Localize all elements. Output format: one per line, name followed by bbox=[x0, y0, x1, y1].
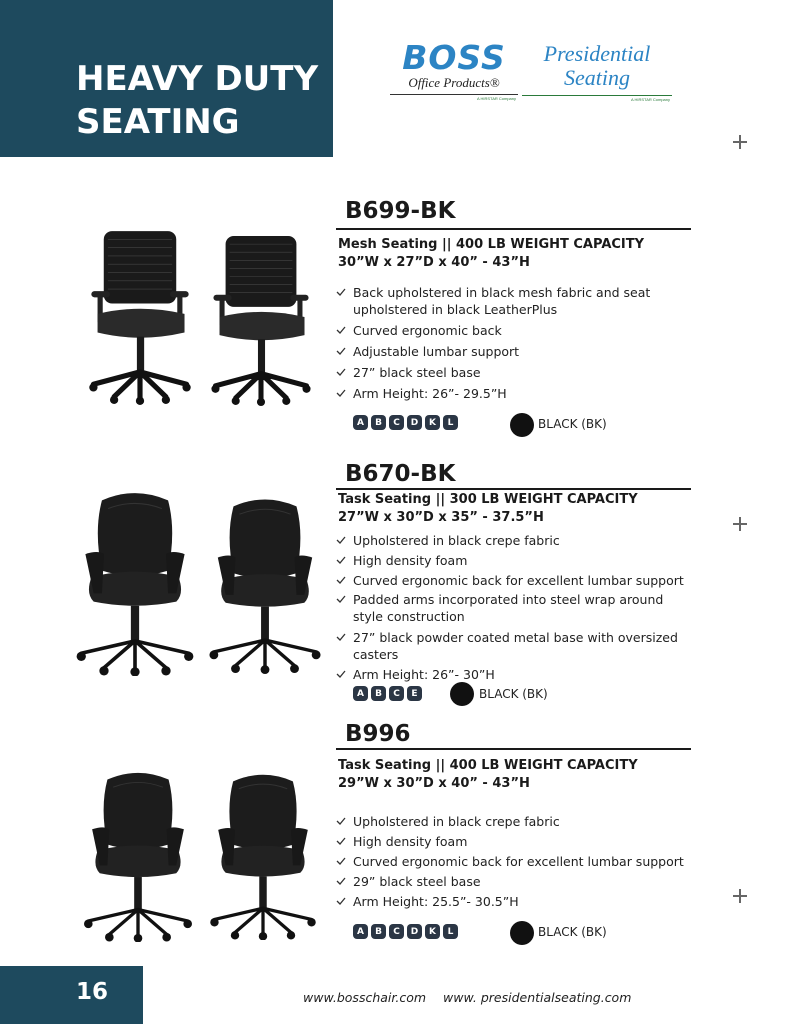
check-icon bbox=[336, 288, 346, 296]
footer-banner bbox=[0, 966, 143, 1024]
color-label: BLACK (BK) bbox=[538, 417, 607, 431]
crop-mark-icon bbox=[733, 135, 747, 149]
b699-chair-angle-image bbox=[202, 234, 320, 406]
page-title bbox=[76, 58, 318, 144]
product-subtitle bbox=[338, 757, 638, 793]
product-dimensions: 29”W x 30”D x 40” - 43”H bbox=[338, 776, 530, 791]
product-capacity: Task Seating || 400 LB WEIGHT CAPACITY bbox=[338, 758, 638, 773]
feature-list bbox=[336, 284, 681, 402]
footer-url-presidential[interactable]: www. presidentialseating.com bbox=[443, 990, 632, 1005]
boss-logo-sub: Office Products® bbox=[408, 75, 500, 90]
b670-chair-front-image bbox=[73, 490, 197, 676]
option-code-badge: A bbox=[353, 415, 368, 430]
product-divider bbox=[336, 488, 691, 490]
feature-item: High density foam bbox=[336, 552, 686, 569]
presidential-logo-tag: A HIRSTAR Company bbox=[630, 97, 670, 102]
check-icon bbox=[336, 556, 346, 564]
product-capacity: Mesh Seating || 400 LB WEIGHT CAPACITY bbox=[338, 237, 645, 252]
boss-logo-word: BOSS bbox=[402, 38, 506, 77]
b699-chair-front-image bbox=[80, 229, 200, 405]
boss-logo-tag: A HIRSTAR Company bbox=[476, 96, 516, 101]
product-divider bbox=[336, 748, 691, 750]
product-model: B670-BK bbox=[345, 461, 456, 487]
option-code-badge: C bbox=[389, 686, 404, 701]
feature-item: Curved ergonomic back for excellent lumbar support bbox=[336, 572, 686, 589]
option-code-badge: L bbox=[443, 415, 458, 430]
option-code-badge: C bbox=[389, 924, 404, 939]
presidential-logo-rule bbox=[522, 95, 672, 96]
b670-chair-angle-image bbox=[206, 496, 324, 674]
check-icon bbox=[336, 857, 346, 865]
boss-logo bbox=[390, 40, 518, 102]
feature-item: Arm Height: 26”- 30”H bbox=[336, 666, 686, 683]
page-title-line2: SEATING bbox=[76, 102, 240, 142]
color-label: BLACK (BK) bbox=[479, 687, 548, 701]
feature-item: High density foam bbox=[336, 833, 686, 850]
feature-item: 27” black powder coated metal base with oversized casters bbox=[336, 629, 686, 663]
option-code-badge: C bbox=[389, 415, 404, 430]
check-icon bbox=[336, 877, 346, 885]
check-icon bbox=[336, 536, 346, 544]
presidential-logo-line2: Seating bbox=[564, 65, 630, 90]
color-swatch bbox=[450, 682, 474, 706]
b996-chair-angle-image bbox=[204, 772, 322, 940]
option-codes bbox=[353, 924, 458, 939]
check-icon bbox=[336, 368, 346, 376]
feature-item: Curved ergonomic back for excellent lumbar support bbox=[336, 853, 686, 870]
b996-chair-front-image bbox=[78, 770, 198, 942]
feature-item: Adjustable lumbar support bbox=[336, 343, 681, 360]
option-code-badge: B bbox=[371, 686, 386, 701]
check-icon bbox=[336, 389, 346, 397]
option-code-badge: D bbox=[407, 415, 422, 430]
product-model: B996 bbox=[345, 721, 411, 747]
check-icon bbox=[336, 347, 346, 355]
color-label: BLACK (BK) bbox=[538, 925, 607, 939]
feature-list bbox=[336, 813, 686, 910]
presidential-logo-line1: Presidential bbox=[543, 41, 651, 66]
product-subtitle bbox=[338, 236, 644, 272]
check-icon bbox=[336, 576, 346, 584]
check-icon bbox=[336, 897, 346, 905]
feature-item: Arm Height: 26”- 29.5”H bbox=[336, 385, 681, 402]
product-capacity: Task Seating || 300 LB WEIGHT CAPACITY bbox=[338, 492, 638, 507]
product-divider bbox=[336, 228, 691, 230]
feature-item: Curved ergonomic back bbox=[336, 322, 681, 339]
crop-mark-icon bbox=[733, 517, 747, 531]
check-icon bbox=[336, 670, 346, 678]
feature-item: Arm Height: 25.5”- 30.5”H bbox=[336, 893, 686, 910]
option-code-badge: K bbox=[425, 415, 440, 430]
feature-item: Upholstered in black crepe fabric bbox=[336, 813, 686, 830]
option-code-badge: E bbox=[407, 686, 422, 701]
crop-mark-icon bbox=[733, 889, 747, 903]
option-code-badge: A bbox=[353, 686, 368, 701]
color-swatch bbox=[510, 921, 534, 945]
option-code-badge: L bbox=[443, 924, 458, 939]
page-number: 16 bbox=[76, 979, 109, 1005]
check-icon bbox=[336, 837, 346, 845]
feature-list bbox=[336, 532, 686, 683]
check-icon bbox=[336, 633, 346, 641]
option-code-badge: B bbox=[371, 415, 386, 430]
presidential-logo bbox=[522, 42, 672, 104]
option-codes bbox=[353, 686, 422, 701]
feature-item: 29” black steel base bbox=[336, 873, 686, 890]
check-icon bbox=[336, 817, 346, 825]
option-code-badge: K bbox=[425, 924, 440, 939]
check-icon bbox=[336, 595, 346, 603]
check-icon bbox=[336, 326, 346, 334]
product-model: B699-BK bbox=[345, 198, 456, 224]
product-subtitle bbox=[338, 491, 638, 527]
option-code-badge: A bbox=[353, 924, 368, 939]
product-dimensions: 30”W x 27”D x 40” - 43”H bbox=[338, 255, 530, 270]
product-dimensions: 27”W x 30”D x 35” - 37.5”H bbox=[338, 510, 544, 525]
color-swatch bbox=[510, 413, 534, 437]
feature-item: Back upholstered in black mesh fabric and seat upholstered in black LeatherPlus bbox=[336, 284, 681, 318]
page-title-line1: HEAVY DUTY bbox=[76, 59, 319, 99]
option-code-badge: B bbox=[371, 924, 386, 939]
boss-logo-rule bbox=[390, 94, 518, 95]
feature-item: 27” black steel base bbox=[336, 364, 681, 381]
option-code-badge: D bbox=[407, 924, 422, 939]
feature-item: Upholstered in black crepe fabric bbox=[336, 532, 686, 549]
option-codes bbox=[353, 415, 458, 430]
footer-url-boss[interactable]: www.bosschair.com bbox=[303, 990, 427, 1005]
feature-item: Padded arms incorporated into steel wrap around style construction bbox=[336, 591, 686, 625]
